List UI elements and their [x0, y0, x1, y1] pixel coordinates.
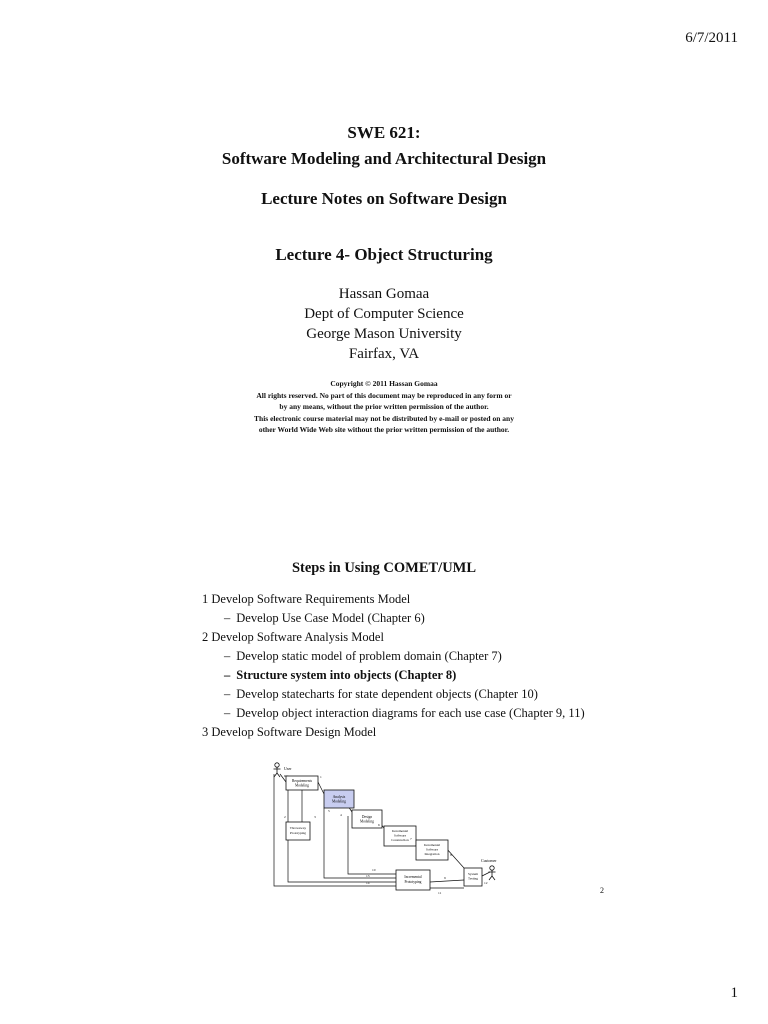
author-dept: Dept of Computer Science [304, 306, 464, 322]
svg-text:Integration: Integration [424, 852, 440, 856]
svg-text:Software: Software [393, 833, 407, 838]
svg-text:14: 14 [366, 881, 370, 885]
rights-line-2: by any means, without the prior written permission of the author. [279, 402, 489, 411]
course-code: SWE 621: [347, 123, 421, 142]
title-slide [0, 120, 768, 436]
svg-text:Prototyping: Prototyping [289, 831, 307, 835]
svg-text:System: System [468, 872, 478, 876]
throwaway-prototyping-box [286, 822, 310, 840]
copyright-notice [0, 378, 768, 436]
svg-text:Testing: Testing [468, 876, 478, 881]
step-1-sub-1: – Develop Use Case Model (Chapter 6) [224, 611, 425, 625]
author-location: Fairfax, VA [348, 346, 420, 362]
step-2-sub-2: – Structure system into objects (Chapter 8) [224, 668, 457, 682]
svg-text:13: 13 [366, 874, 370, 878]
svg-text:Modeling: Modeling [332, 799, 346, 804]
svg-text:Incremental: Incremental [391, 829, 409, 833]
svg-text:Construction: Construction [391, 838, 409, 842]
software-integration-box [416, 840, 448, 860]
step-2-sub-3: – Develop statecharts for state dependent objects (Chapter 10) [224, 687, 538, 701]
steps-list [202, 590, 585, 742]
svg-text:Analysis: Analysis [332, 795, 346, 799]
step-2-sub-1: – Develop static model of problem domain (Chapter 7) [224, 649, 502, 663]
svg-text:Requirements: Requirements [292, 779, 312, 783]
system-testing-box [464, 868, 482, 886]
svg-text:4: 4 [340, 813, 342, 817]
svg-text:1: 1 [320, 775, 322, 779]
svg-text:2: 2 [284, 815, 286, 819]
slide2-title: Steps in Using COMET/UML [291, 560, 477, 576]
author-university: George Mason University [306, 326, 462, 342]
analysis-modeling-box [324, 790, 354, 808]
svg-text:8: 8 [450, 853, 452, 857]
rights-line-1: All rights reserved. No part of this document may be reproduced in any form or [256, 390, 512, 400]
svg-text:Modeling: Modeling [295, 783, 309, 788]
svg-text:9: 9 [444, 876, 446, 880]
svg-text:6: 6 [378, 823, 380, 827]
slide-number: 2 [600, 886, 604, 895]
step-2: 2 Develop Software Analysis Model [202, 630, 384, 644]
svg-text:3: 3 [314, 815, 316, 819]
svg-text:5: 5 [328, 809, 330, 813]
svg-text:11: 11 [438, 891, 442, 895]
user-actor-icon [274, 763, 281, 777]
course-title: Software Modeling and Architectural Design [221, 149, 547, 168]
page-number: 1 [730, 985, 738, 1001]
steps-slide [0, 560, 768, 739]
svg-text:Incremental: Incremental [404, 875, 422, 879]
user-label: User [284, 766, 292, 771]
svg-text:Design: Design [361, 815, 373, 819]
svg-text:Throwaway: Throwaway [289, 826, 307, 830]
svg-text:10: 10 [372, 868, 376, 872]
comet-lifecycle-diagram [268, 760, 508, 900]
customer-actor-icon [489, 866, 496, 880]
svg-text:12: 12 [484, 881, 488, 885]
software-construction-box [384, 826, 416, 846]
author-name: Hassan Gomaa [338, 286, 430, 302]
svg-text:7: 7 [410, 837, 412, 841]
lecture-title: Lecture 4- Object Structuring [275, 245, 493, 264]
customer-label: Customer [481, 858, 497, 863]
svg-text:Software: Software [425, 847, 439, 852]
step-2-sub-4: – Develop object interaction diagrams for each use case (Chapter 9, 11) [224, 706, 585, 720]
copyright-line: Copyright © 2011 Hassan Gomaa [330, 379, 438, 388]
svg-text:Modeling: Modeling [360, 819, 374, 824]
incremental-prototyping-box [396, 870, 430, 890]
requirements-modeling-box [286, 776, 318, 790]
step-1: 1 Develop Software Requirements Model [202, 592, 411, 606]
svg-text:Incremental: Incremental [423, 843, 441, 847]
step-3: 3 Develop Software Design Model [202, 725, 377, 739]
header-date: 6/7/2011 [685, 30, 738, 46]
rights-line-4: other World Wide Web site without the prior written permission of the author. [258, 425, 510, 434]
notes-title: Lecture Notes on Software Design [261, 189, 507, 208]
rights-line-3: This electronic course material may not be distributed by e-mail or posted on any [254, 413, 514, 423]
svg-text:Prototyping: Prototyping [404, 880, 422, 884]
